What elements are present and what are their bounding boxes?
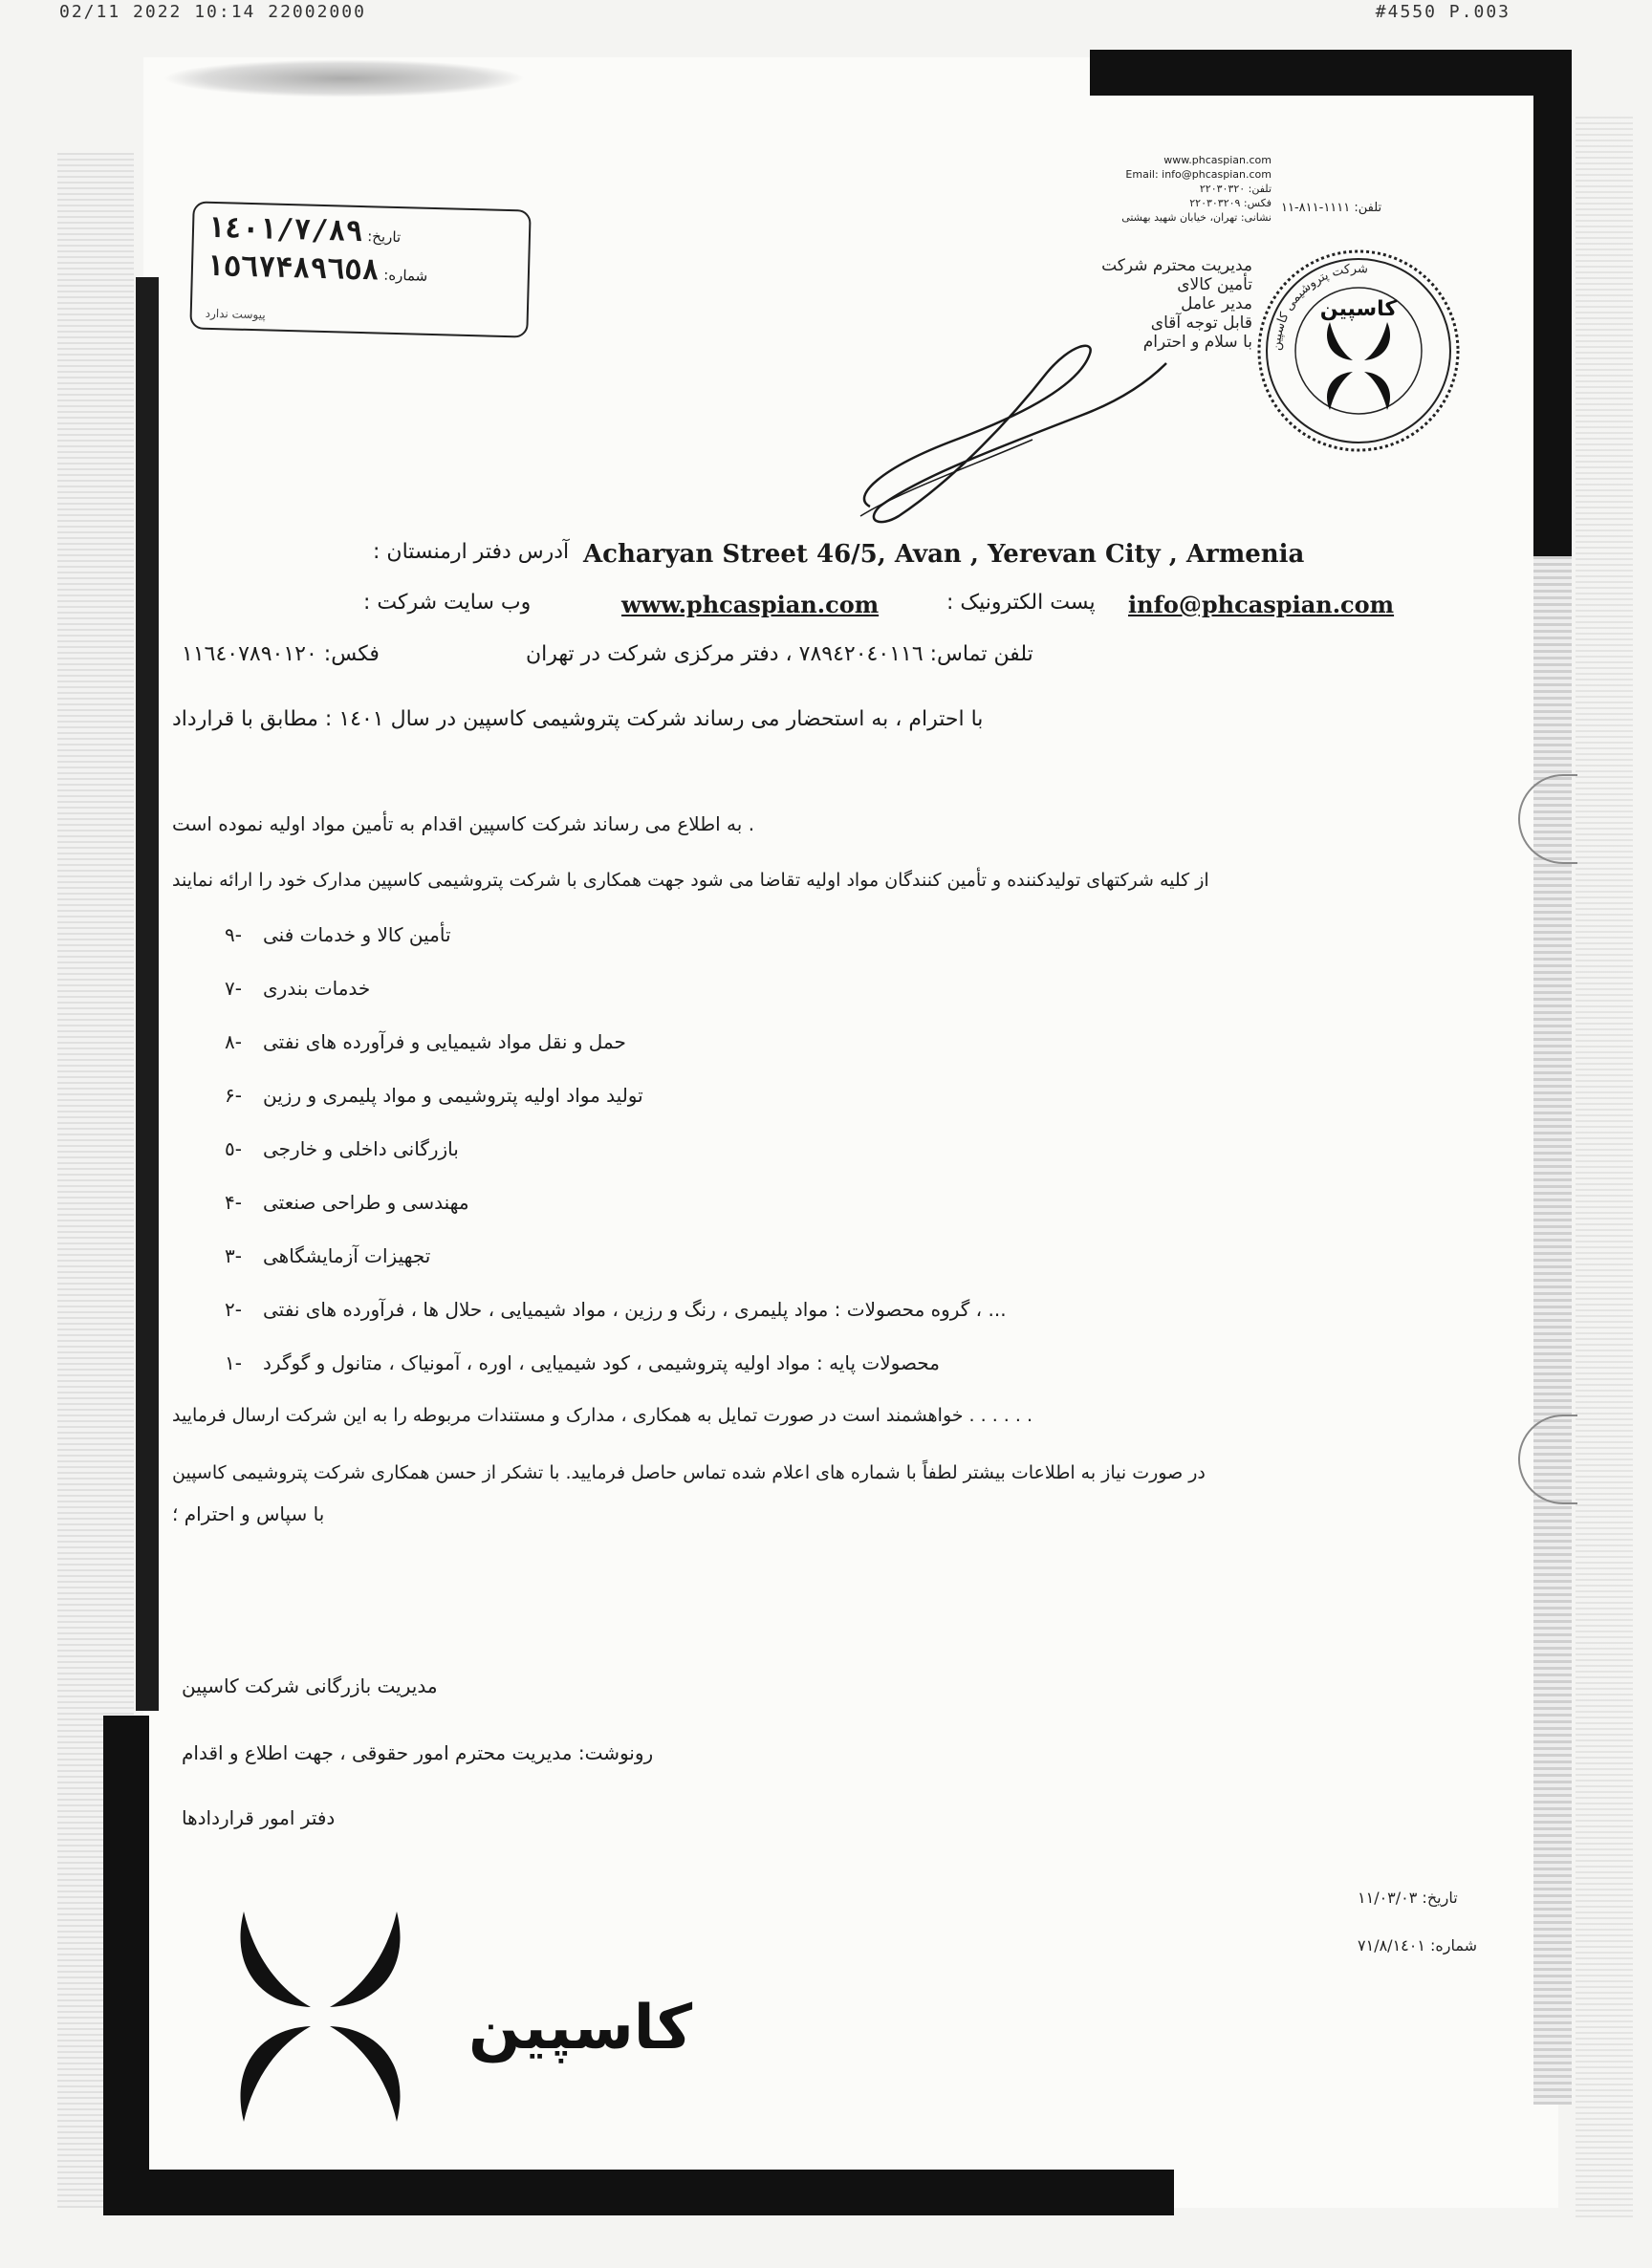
website-link[interactable]: www.phcaspian.com — [621, 591, 880, 618]
list-text: تولید مواد اولیه پتروشیمی و مواد پلیمری و رزین — [263, 1084, 643, 1107]
contact-line: تلفن: ٢٢٠٣٠٣٢٠ — [1199, 183, 1272, 195]
seal-ring-text: شرکت پتروشیمی کاسپین — [1269, 261, 1369, 352]
logo-wordmark: کاسپین — [468, 1993, 693, 2063]
list-number: ٢- — [225, 1298, 242, 1321]
address-text: Acharyan Street 46/5, Avan , Yerevan City , Armenia — [583, 540, 1305, 569]
recipient-line: تأمین کالای — [1177, 275, 1252, 294]
list-number: ٧- — [225, 977, 242, 1000]
list-number: ٨- — [225, 1030, 242, 1053]
list-item — [225, 1084, 643, 1107]
fax-page-number: #4550 P.003 — [1375, 2, 1511, 22]
body-paragraph: در صورت نیاز به اطلاعات بیشتر لطفاً با شماره های اعلام شده تماس حاصل فرمایید. با تشکر از حسن همکاری شرکت پتروشیمی کاسپین — [172, 1462, 1206, 1483]
list-number: ۴- — [225, 1191, 242, 1214]
list-text: بازرگانی داخلی و خارجی — [263, 1137, 459, 1160]
letterhead-contact — [1013, 153, 1272, 225]
letterhead-phone: تلفن: ١١١١-٨١١-١١ — [1281, 201, 1382, 215]
fax-border-bottom — [103, 2170, 1174, 2215]
fax-border-right — [1533, 50, 1572, 556]
handwritten-signature — [841, 325, 1176, 535]
address-rtl-label: : آدرس دفتر ارمنستان — [373, 540, 570, 564]
fax-border-left — [136, 277, 159, 1711]
body-paragraph: به اطلاع می رساند شرکت کاسپین اقدام به تأمین مواد اولیه نموده است . — [172, 812, 755, 835]
list-item — [225, 923, 451, 946]
closing-cc: رونوشت: مدیریت محترم امور حقوقی ، جهت اطلاع و اقدام — [182, 1741, 654, 1764]
ref-date-value: ١٤٠١/٧/٨٩ — [206, 210, 364, 249]
phone-number: تلفن تماس: ٧٨٩٤٢٠٤٠١١٦ ، دفتر مرکزی شرکت در تهران — [526, 642, 1033, 666]
recipient-line: قابل توجه آقای — [1150, 313, 1252, 333]
list-item — [225, 1191, 469, 1214]
list-item — [225, 1351, 940, 1374]
body-paragraph: با سپاس و احترام ؛ — [172, 1502, 325, 1525]
contact-line: فکس: ٢٢٠٣٠٣٢٠٩ — [1189, 197, 1272, 209]
fax-border-left-bottom — [103, 1716, 149, 2213]
list-item — [225, 1137, 459, 1160]
list-text: تجهیزات آزمایشگاهی — [263, 1244, 431, 1267]
list-number: ١- — [225, 1351, 242, 1374]
ref-number-value: ١٥٦٧۴٨٩٦٥٨ — [206, 248, 380, 288]
reference-stamp-box — [189, 201, 531, 337]
fax-header — [0, 0, 1652, 25]
list-text: تأمین کالا و خدمات فنی — [263, 923, 451, 946]
scan-blot — [163, 59, 526, 97]
closing-office: دفتر امور قراردادها — [182, 1806, 336, 1829]
list-number: ٣- — [225, 1244, 242, 1267]
email-label: : پست الکترونیک — [946, 591, 1096, 615]
list-item — [225, 1244, 430, 1267]
ref-footer: پیوست ندارد — [205, 306, 266, 322]
body-paragraph: خواهشمند است در صورت تمایل به همکاری ، مدارک و مستندات مربوطه را به این شرکت ارسال فرمایید . . . . . . — [172, 1405, 1032, 1426]
website-label: : وب سایت شرکت — [363, 591, 532, 615]
list-number: ٩- — [225, 923, 242, 946]
footer-number: شماره: ٧١/٨/١٤٠١ — [1358, 1936, 1478, 1955]
recipient-line: مدیر عامل — [1181, 294, 1252, 313]
contact-line: Email: info@phcaspian.com — [1125, 168, 1272, 181]
list-item — [225, 1030, 626, 1053]
fax-border-top — [1090, 50, 1568, 96]
closing-signatory: مدیریت بازرگانی شرکت کاسپین — [182, 1674, 438, 1697]
list-text: محصولات پایه : مواد اولیه پتروشیمی ، کود شیمیایی ، اوره ، آمونیاک ، متانول و گوگرد — [263, 1351, 940, 1374]
footer-date: تاریخ: ١١/٠٣/٠٣ — [1358, 1889, 1458, 1907]
contact-line: نشانی: تهران، خیابان شهید بهشتی — [1121, 211, 1272, 224]
recipient-line: با سلام و احترام — [1142, 333, 1252, 352]
scan-noise-right — [1576, 115, 1633, 2217]
ref-date-label: تاریخ: — [367, 227, 402, 247]
ref-number-row — [206, 249, 428, 289]
list-item — [225, 1298, 1007, 1321]
ref-date-row — [207, 211, 402, 249]
body-paragraph: از کلیه شرکتهای تولیدکننده و تأمین کنندگان مواد اولیه تقاضا می شود جهت همکاری با شرکت پتروشیمی کاسپین مدارک خود را ارائه نمایند — [172, 870, 1209, 891]
list-text: مهندسی و طراحی صنعتی — [263, 1191, 469, 1214]
ref-number-label: شماره: — [383, 266, 428, 285]
contact-line: www.phcaspian.com — [1163, 154, 1272, 166]
list-number: ٥- — [225, 1137, 242, 1160]
list-item — [225, 977, 370, 1000]
email-link[interactable]: info@phcaspian.com — [1128, 591, 1395, 618]
fax-timestamp: 02/11 2022 10:14 22002000 — [59, 2, 366, 22]
company-seal — [1254, 247, 1463, 455]
recipient-line: مدیریت محترم شرکت — [1101, 256, 1252, 275]
list-text: خدمات بندری — [263, 977, 371, 1000]
seal-center-text: کاسپین — [1319, 297, 1398, 321]
list-number: ۶- — [225, 1084, 242, 1107]
fax-number: فکس: ١١٦٤٠٧٨٩٠١٢٠ — [182, 642, 380, 666]
intro-line: با احترام ، به استحضار می رساند شرکت پتروشیمی کاسپین در سال ١٤٠١ : مطابق با قرارداد — [172, 707, 984, 731]
list-text: گروه محصولات : مواد پلیمری ، رنگ و رزین ، مواد شیمیایی ، حلال ها ، فرآورده های نفتی ، ... — [263, 1298, 1007, 1321]
list-text: حمل و نقل مواد شیمیایی و فرآورده های نفتی — [263, 1030, 626, 1053]
company-logo — [206, 1902, 435, 2131]
